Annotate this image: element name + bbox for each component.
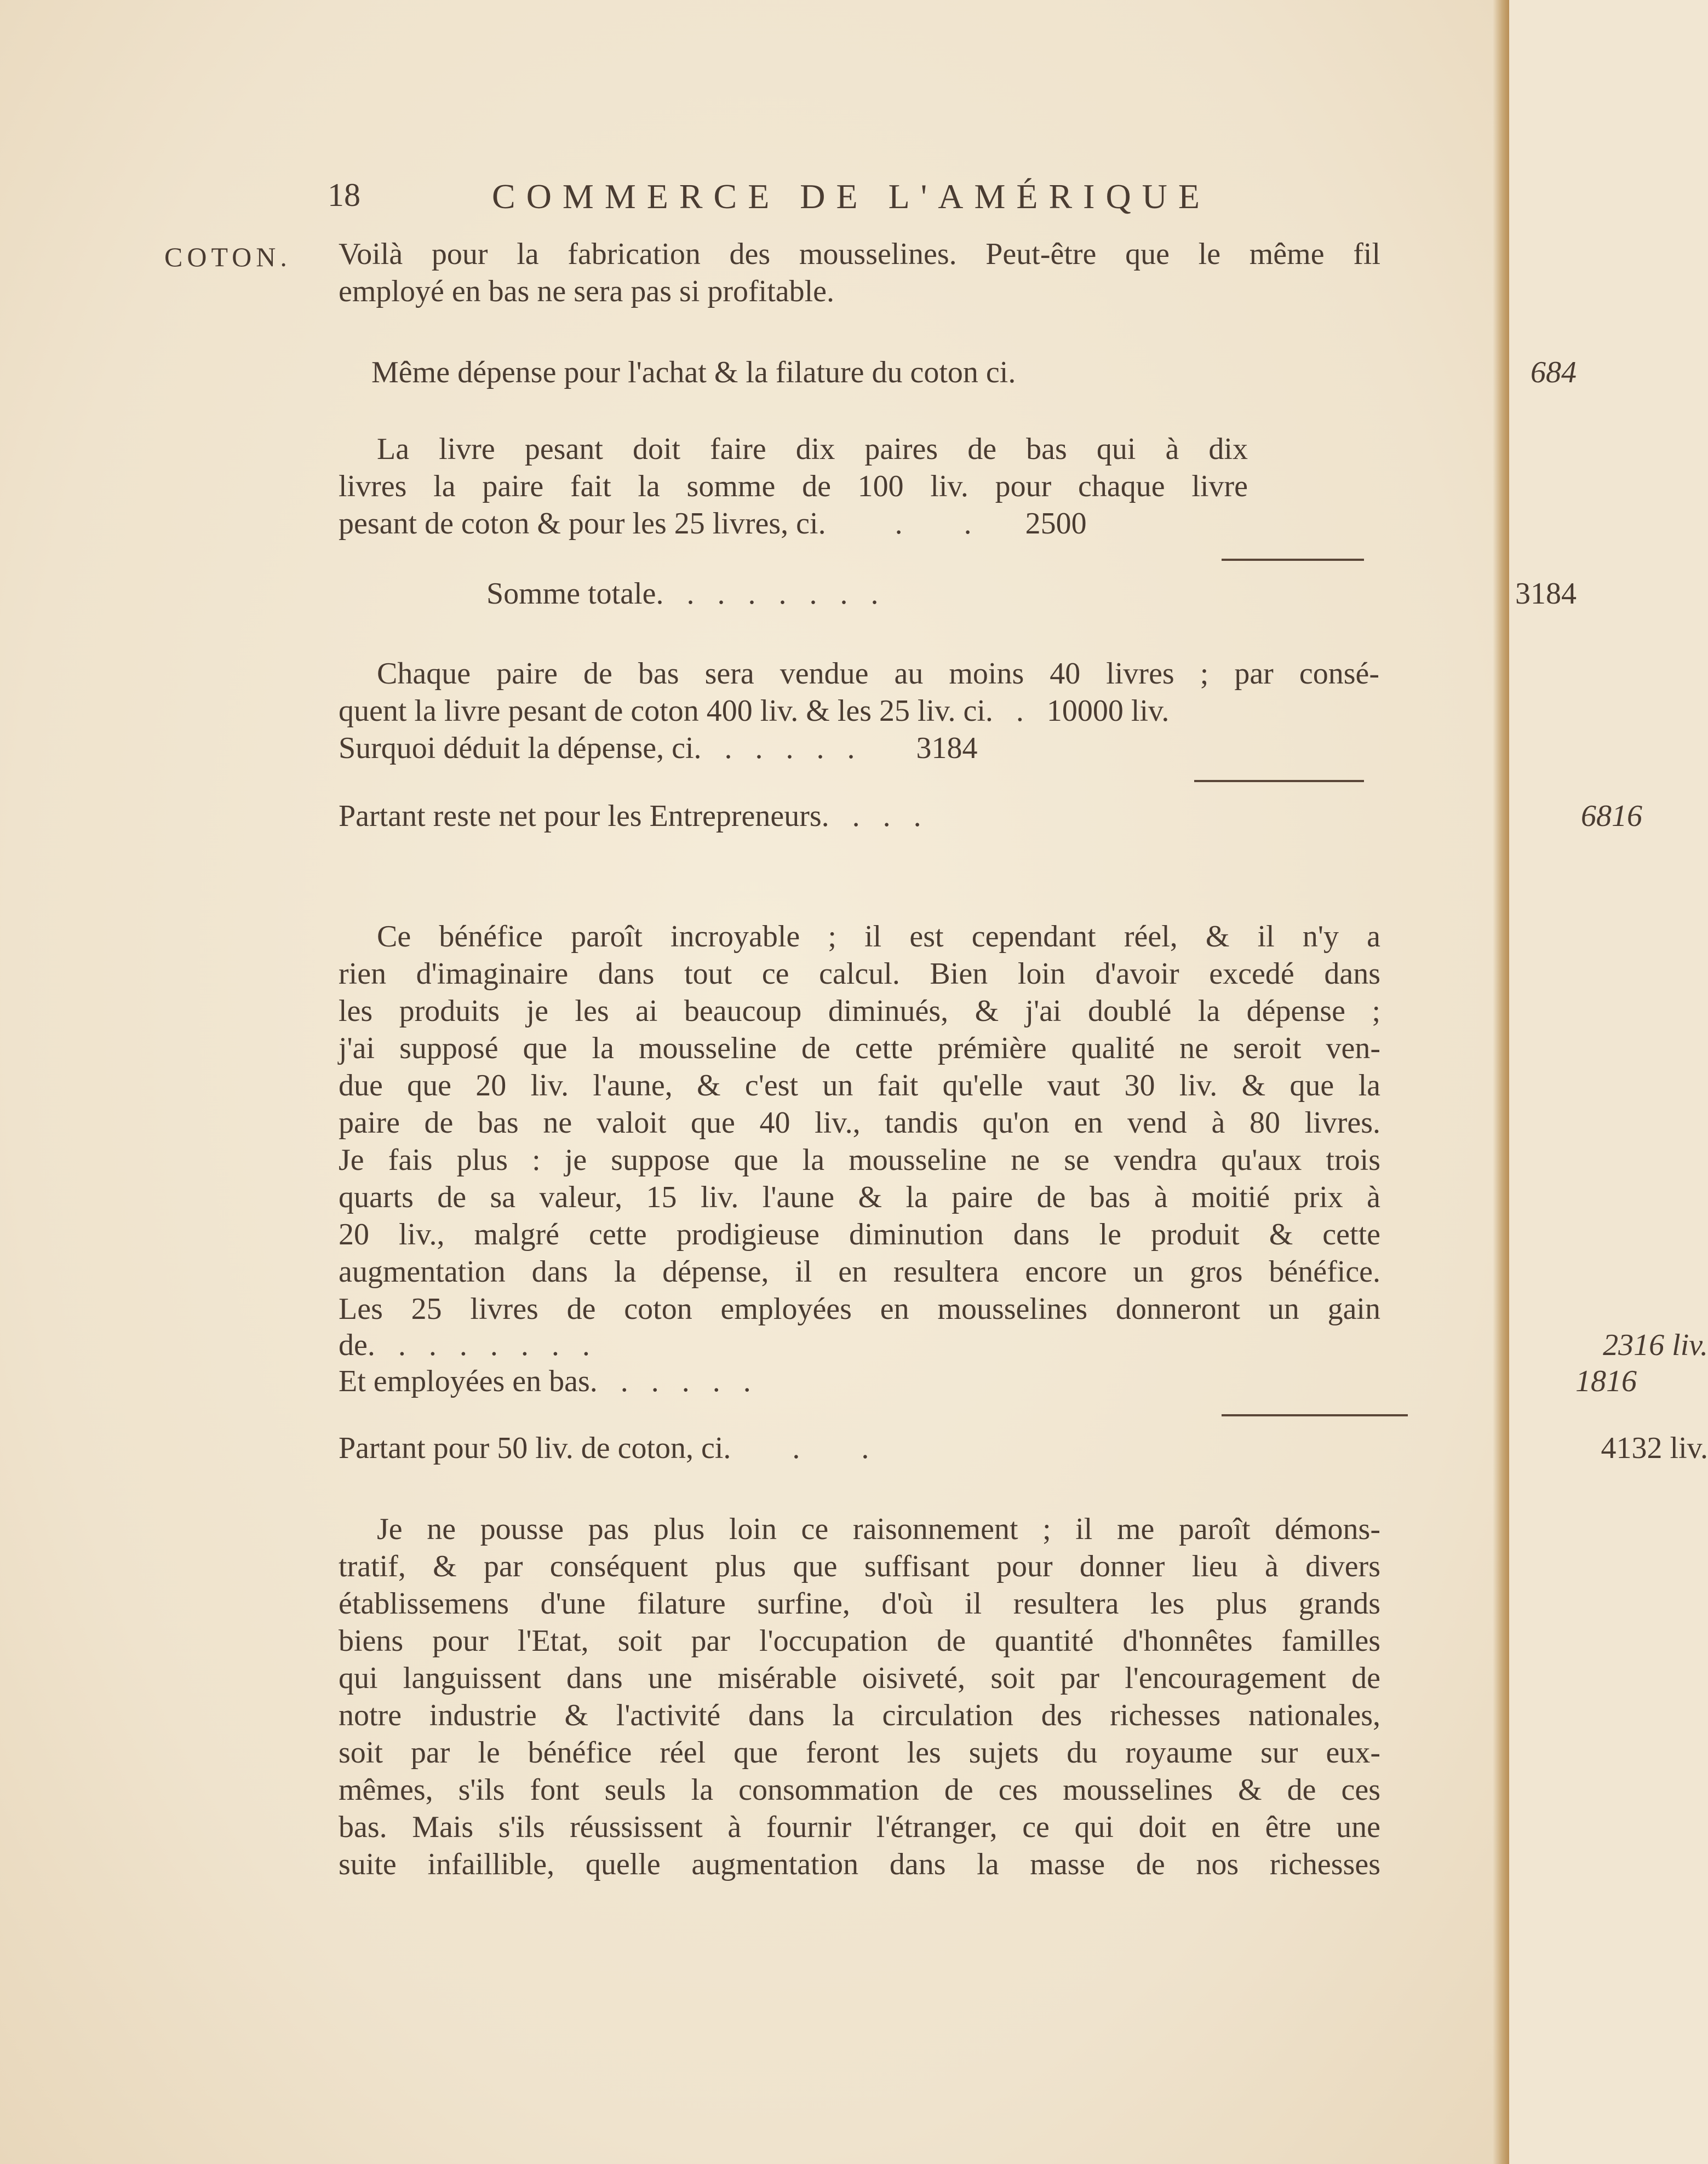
line-label: Même dépense pour l'achat & la filature du coton ci. (371, 355, 1016, 389)
text-line: suite infaillible, quelle augmentation dans la masse de nos richesses (339, 1847, 1380, 1881)
margin-note: COTON. (164, 242, 291, 272)
text-line: les produits je les ai beaucoup diminués, & j'ai doublé la dépense ; (339, 994, 1380, 1028)
text-line: Les 25 livres de coton employées en mousselines donneront un gain (339, 1292, 1380, 1326)
text-line: pesant de coton & pour les 25 livres, ci. . . 2500 (339, 507, 1087, 541)
sum-rule (1222, 1414, 1408, 1416)
line-amount: 3184 (1515, 577, 1577, 611)
text-line: qui languissent dans une misérable oisiveté, soit par l'encouragement de (339, 1661, 1380, 1695)
line-meme-depense (339, 355, 1577, 393)
text-line: Chaque paire de bas sera vendue au moins 40 livres ; par consé- (377, 657, 1379, 691)
text-line: biens pour l'Etat, soit par l'occupation de quantité d'honnêtes familles (339, 1624, 1380, 1658)
text-line: notre industrie & l'activité dans la circulation des richesses nationales, (339, 1698, 1380, 1732)
line-label: Partant pour 50 liv. de coton, ci. . . (339, 1431, 869, 1465)
page-edge-shadow (1493, 0, 1509, 2164)
text-line: augmentation dans la dépense, il en resultera encore un gros bénéfice. (339, 1255, 1380, 1289)
line-employees-en-bas (339, 1364, 1637, 1402)
paragraph-4 (339, 918, 1380, 1328)
text-line: bas. Mais s'ils réussissent à fournir l'étranger, ce qui doit en être une (339, 1810, 1380, 1844)
line-label: Somme totale. . . . . . . . (486, 577, 879, 611)
paragraph-1 (339, 236, 1380, 310)
paragraph-3 (339, 655, 1379, 767)
line-partant-reste-net (339, 799, 1642, 837)
text-line: quent la livre pesant de coton 400 liv. & les 25 liv. ci. . 10000 liv. (339, 694, 1170, 728)
text-line: La livre pesant doit faire dix paires de bas qui à dix (377, 432, 1248, 466)
sum-rule (1222, 559, 1364, 561)
sum-rule (1194, 780, 1364, 782)
line-amount: 4132 liv. (1601, 1431, 1708, 1465)
line-amount: 684 (1531, 355, 1577, 389)
text-line: tratif, & par conséquent plus que suffisant pour donner lieu à divers (339, 1549, 1380, 1583)
line-amount: 2316 liv. (1603, 1328, 1708, 1362)
text-line: quarts de sa valeur, 15 liv. l'aune & la paire de bas à moitié prix à (339, 1180, 1380, 1214)
text-line: paire de bas ne valoit que 40 liv., tandis qu'on en vend à 80 livres. (339, 1106, 1380, 1140)
text-line: Je ne pousse pas plus loin ce raisonnement ; il me paroît démons- (377, 1512, 1380, 1546)
line-amount: 6816 (1581, 799, 1642, 833)
text-line: Ce bénéfice paroît incroyable ; il est cependant réel, & il n'y a (377, 920, 1380, 954)
paragraph-5 (339, 1511, 1380, 1883)
line-gain-de (339, 1328, 1708, 1366)
line-somme-totale (339, 576, 1577, 615)
text-line: soit par le bénéfice réel que feront les sujets du royaume sur eux- (339, 1736, 1380, 1770)
text-line: employé en bas ne sera pas si profitable. (339, 274, 835, 308)
text-line: mêmes, s'ils font seuls la consommation de ces mousselines & de ces (339, 1773, 1380, 1807)
text-line: Voilà pour la fabrication des mousselines. Peut-être que le même fil (339, 237, 1380, 271)
text-line: Surquoi déduit la dépense, ci. . . . . . 3184 (339, 731, 978, 765)
line-label: de. . . . . . . . (339, 1328, 590, 1362)
text-line: 20 liv., malgré cette prodigieuse diminution dans le produit & cette (339, 1218, 1380, 1252)
text-line: rien d'imaginaire dans tout ce calcul. Bien loin d'avoir excedé dans (339, 957, 1380, 991)
text-line: Je fais plus : je suppose que la mousseline ne se vendra qu'aux trois (339, 1143, 1380, 1177)
text-line: j'ai supposé que la mousseline de cette prémière qualité ne seroit ven- (339, 1031, 1380, 1065)
line-label: Et employées en bas. . . . . . (339, 1364, 751, 1398)
page-header (328, 176, 1237, 220)
line-label: Partant reste net pour les Entrepreneurs. . . . (339, 799, 921, 833)
paragraph-2 (339, 430, 1248, 542)
running-title: COMMERCE DE L'AMÉRIQUE (492, 177, 1211, 216)
text-line: établissemens d'une filature surfine, d'où il resultera les plus grands (339, 1587, 1380, 1621)
line-partant-total (339, 1431, 1708, 1469)
line-amount: 1816 (1575, 1364, 1637, 1398)
text-line: due que 20 liv. l'aune, & c'est un fait qu'elle vaut 30 liv. & que la (339, 1069, 1380, 1103)
text-line: livres la paire fait la somme de 100 liv. pour chaque livre (339, 469, 1248, 503)
page-number: 18 (328, 177, 360, 213)
